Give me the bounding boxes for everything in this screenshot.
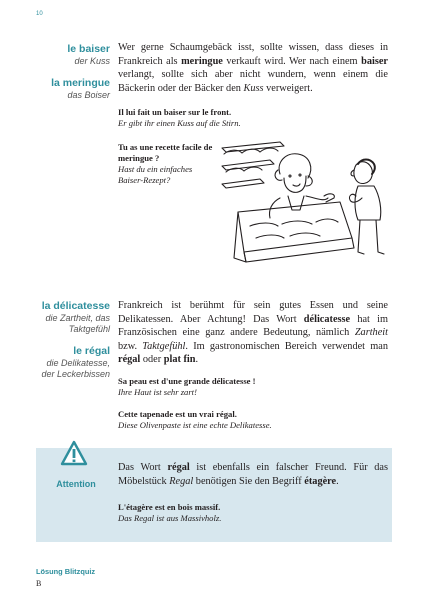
example-1 <box>118 107 388 129</box>
paragraph-delicatesse <box>118 299 388 367</box>
example-german: Hast du ein einfaches Baiser-Rezept? <box>118 164 193 185</box>
italic-term: Zartheit <box>354 327 388 339</box>
text: verlangt, sollte sich aber nicht wundern, wenn einem die Bäckerin oder der Bäcker den <box>118 69 388 94</box>
vocab-list-2 <box>36 300 110 380</box>
italic-term: Kuss <box>243 82 264 94</box>
text: . <box>336 475 339 487</box>
quiz-solution-answer: B <box>36 579 42 588</box>
vocab-term: la délicatesse <box>41 300 110 312</box>
example-french: Sa peau est d'une grande délicatesse ! <box>118 376 256 386</box>
text: oder <box>140 354 164 366</box>
example-french: Cette tapenade est un vrai régal. <box>118 409 237 419</box>
bold-term: meringue <box>181 55 223 67</box>
text: verweigert. <box>263 82 313 94</box>
vocab-term: le régal <box>73 345 110 357</box>
text: hat im Französischen eine ganz andere Bedeutung, nämlich <box>118 313 388 339</box>
bold-term: plat fin <box>163 354 196 366</box>
bakery-cartoon-illustration <box>220 140 388 268</box>
italic-term: Taktgefühl <box>142 340 186 352</box>
text: Frankreich ist berühmt für sein gutes Essen und seine Delikatessen. Aber Achtung! Das Wort <box>118 300 388 325</box>
example-german: Er gibt ihr einen Kuss auf die Stirn. <box>118 118 241 128</box>
text: ist ebenfalls ein falscher Freund. Für das Möbelstück <box>118 462 389 487</box>
example-french: Il lui fait un baiser sur le front. <box>118 107 232 117</box>
bold-term: régal <box>167 462 190 473</box>
example-3 <box>118 376 388 398</box>
vocab-translation: die Delikatesse, der Leckerbissen <box>41 358 110 379</box>
text: bzw. <box>118 340 143 352</box>
text: Wer gerne Schaumgebäck isst, sollte wissen, dass dieses in Frankreich als <box>118 42 388 67</box>
vocab-translation: das Boiser <box>67 90 110 100</box>
vocab-list-1 <box>36 43 110 101</box>
bold-term: régal <box>118 354 141 366</box>
example-german: Das Regal ist aus Massivholz. <box>118 513 222 523</box>
vocab-term: le baiser <box>67 43 110 55</box>
attention-text <box>118 461 388 488</box>
attention-label: Attention <box>56 479 96 489</box>
italic-term: Regal <box>169 475 194 487</box>
text: verkauft wird. Wer nach einem <box>222 55 362 67</box>
bold-term: baiser <box>361 55 388 67</box>
text: Das Wort <box>118 462 168 473</box>
vocab-term: la meringue <box>51 77 110 89</box>
warning-triangle-icon <box>60 440 88 466</box>
paragraph-baiser <box>118 41 388 95</box>
attention-example <box>118 502 388 524</box>
vocab-translation: der Kuss <box>74 56 110 66</box>
bold-term: délicatesse <box>303 313 351 325</box>
page-number: 10 <box>36 11 43 17</box>
example-french: L'étagère est en bois massif. <box>118 502 221 512</box>
example-2 <box>118 142 214 186</box>
example-4 <box>118 409 388 431</box>
bold-term: étagère <box>304 475 337 487</box>
example-german: Diese Olivenpaste ist eine echte Delikatesse. <box>118 420 272 430</box>
vocab-translation: die Zartheit, das Taktgefühl <box>45 313 110 334</box>
text: . <box>195 354 199 366</box>
example-german: Ihre Haut ist sehr zart! <box>118 387 197 397</box>
text: . Im gastronomischen Bereich verwendet man <box>185 340 388 352</box>
quiz-solution-title: Lösung Blitzquiz <box>36 567 96 576</box>
text: benötigen Sie den Begriff <box>193 475 305 487</box>
example-french: Tu as une recette facile de meringue ? <box>118 142 213 163</box>
